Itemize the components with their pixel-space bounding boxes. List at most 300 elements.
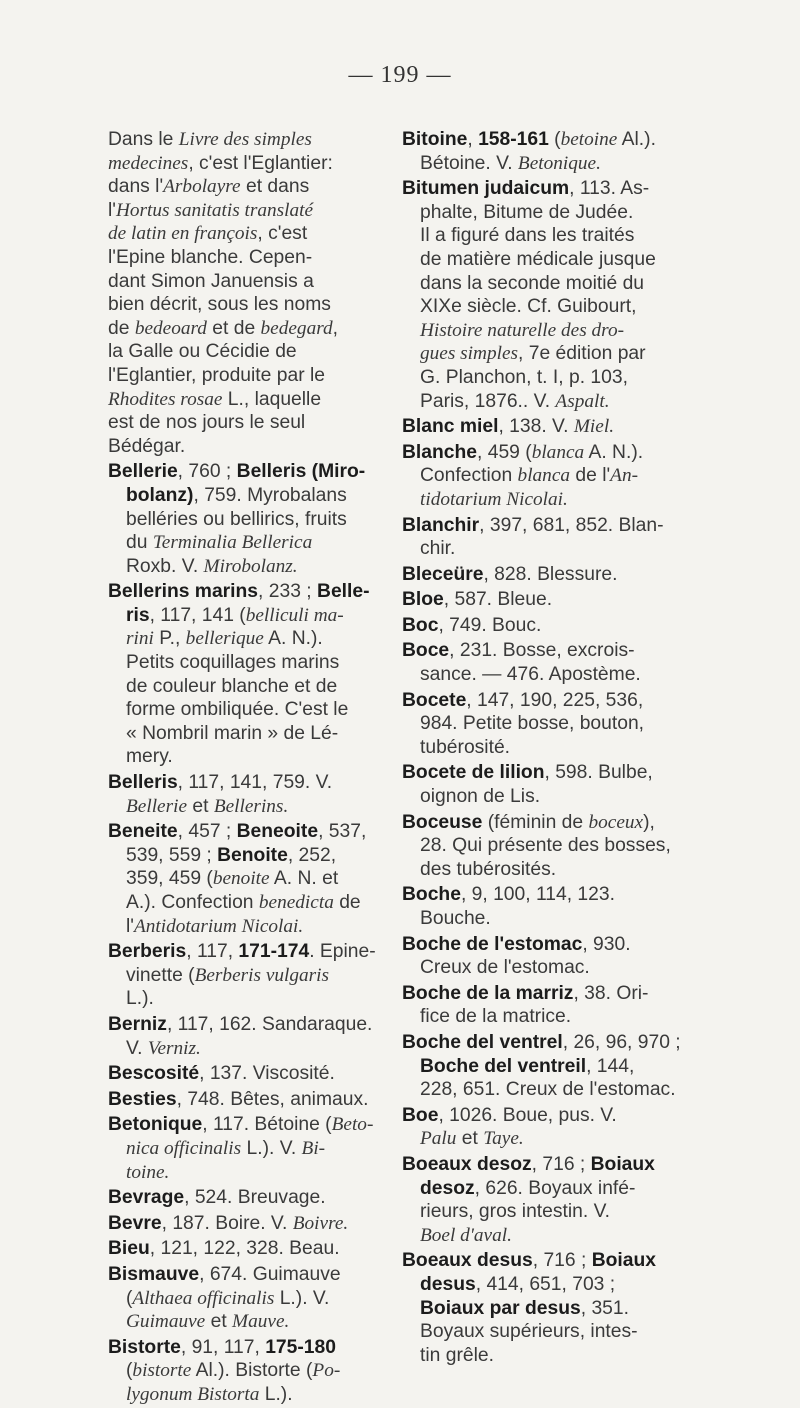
headword: Belleris (Miro- [236,461,366,483]
headword: Blanc miel [402,416,499,438]
headword: Boche del ventreil [420,1055,587,1077]
entry-text: Roxb. V. [126,555,204,577]
entry-line [402,689,702,713]
headword: Bocete de lilion [402,762,545,784]
entry-text: , 749. Bouc. [438,614,542,636]
entry-line [108,604,398,628]
entry-text: L.). V. [241,1137,302,1159]
entry-line [108,771,398,795]
entry-text: , 587. Bleue. [443,589,553,611]
italic-text: Arbolayre [163,176,241,198]
entry-text: , 137. Viscosité. [199,1063,335,1085]
headword: Bloe [402,589,444,611]
entry-text: , 7e édition par [518,343,646,365]
entry-text: Creux de l'estomac. [420,957,590,979]
entry-line [402,883,702,907]
headword: Boche del ventrel [402,1031,563,1053]
entry-line [402,956,702,980]
headword: Bocete [402,689,467,711]
entry-text: , 457 ; [177,821,237,843]
entry-text: , 38. Ori- [573,982,649,1004]
headword: 171-174 [238,941,310,963]
entry-line [402,201,702,225]
italic-text: Beto- [331,1114,374,1136]
italic-text: Rhodites rosae [108,388,223,410]
entry-line [108,745,398,769]
headword: Boche de l'estomac [402,933,583,955]
italic-text: Bi- [301,1137,326,1159]
entry-line [108,199,398,223]
entry-line [402,639,702,663]
headword: bolanz) [126,484,194,506]
headword: Boce [402,640,450,662]
entry-text: XIXe siècle. Cf. Guibourt, [420,296,637,318]
italic-text: Betonique. [517,152,601,174]
entry-line [402,537,702,561]
entry-line [402,295,702,319]
entry-line [108,388,398,412]
entry-line [402,1153,702,1177]
dictionary-entry [108,820,398,938]
headword: Bistorte [108,1336,181,1358]
entry-text: , 674. Guimauve [199,1263,341,1285]
entry-text: , 828. Blessure. [483,563,618,585]
italic-text: toine. [126,1161,170,1183]
headword: Boeaux desoz [402,1153,532,1175]
entry-line [108,222,398,246]
headword: Belleris [108,772,178,794]
entry-line [402,1224,702,1248]
entry-line [108,1383,398,1407]
entry-line [108,698,398,722]
entry-text: , 231. Bosse, excrois- [449,640,635,662]
entry-line [108,1113,398,1137]
dictionary-entry [108,1062,398,1086]
entry-text: , 147, 190, 225, 536, [466,689,644,711]
entry-text: P., [153,628,186,650]
entry-text: A. N. et [269,868,339,890]
italic-text: Aspalt. [555,390,610,412]
entry-text: , 1026. Boue, pus. V. [438,1104,617,1126]
dictionary-entry [402,689,702,760]
dictionary-entry [402,811,702,882]
entry-line [108,964,398,988]
entry-text: , 414, 651, 703 ; [475,1273,616,1295]
dictionary-entry [108,1186,398,1210]
entry-line [108,531,398,555]
headword: Blanchir [402,514,480,536]
dictionary-entry [402,933,702,980]
entry-line [402,1005,702,1029]
page-number: — 199 — [348,62,452,88]
entry-line [108,940,398,964]
headword: Betonique [108,1114,203,1136]
entry-text: l'Epine blanche. Cepen- [108,246,313,268]
italic-text: Boel d'aval. [420,1224,512,1246]
entry-text: mery. [126,746,173,768]
italic-text: Mirobolanz. [203,555,298,577]
italic-text: Miel. [573,416,615,438]
entry-line [108,1088,398,1112]
dictionary-entry [402,1249,702,1367]
entry-text: , 113. As- [569,178,650,200]
entry-line [108,364,398,388]
dictionary-entry [108,1263,398,1334]
entry-text: A. N.). [263,628,323,650]
dictionary-entry [108,580,398,769]
entry-text: dans l' [108,176,164,198]
entry-line [108,152,398,176]
entry-line [108,867,398,891]
entry-line [402,441,702,465]
dictionary-entry [402,1153,702,1247]
entry-text: de [333,892,361,913]
entry-text: , 930. [582,933,631,955]
entry-text: , 117, 162. Sandaraque. [166,1013,373,1035]
italic-text: Histoire naturelle des dro- [420,319,625,341]
entry-line [108,1037,398,1061]
entry-line [402,248,702,272]
headword: Bismauve [108,1263,200,1285]
entry-text: , 524. Breuvage. [184,1187,326,1209]
headword: Boiaux [591,1250,656,1272]
headword: Boc [402,614,439,636]
entry-line [402,712,702,736]
entry-text: , 117, 141, 759. V. [177,772,333,794]
entry-line [402,1177,702,1201]
entry-text: , 351. [580,1297,629,1319]
entry-text: 539, 559 ; [126,844,218,866]
dictionary-entry [108,1013,398,1060]
dictionary-entry [402,588,702,612]
headword: Bleceüre [402,563,484,585]
entry-text: , [332,317,338,339]
entry-line [108,1161,398,1185]
italic-text: Mauve. [232,1311,290,1333]
italic-text: rini [126,628,154,650]
headword: Boche de la marriz [402,982,574,1004]
dictionary-entry [108,1212,398,1236]
headword: Bevre [108,1212,162,1234]
italic-text: Hortus sanitatis translaté [115,199,314,221]
dictionary-entry [108,771,398,818]
entry-line [402,1104,702,1128]
entry-line [402,390,702,414]
headword: Bitumen judaicum [402,178,570,200]
entry-text: et de [206,317,261,339]
entry-text: l'Eglantier, produite par le [108,364,325,386]
entry-text: , 233 ; [258,581,318,603]
right-column [402,128,702,1369]
dictionary-entry [402,128,702,175]
italic-text: de latin en françois [108,223,258,245]
headword: Berniz [108,1013,167,1035]
entry-line [108,627,398,651]
headword: Bellerie [108,461,178,483]
entry-line [402,514,702,538]
entry-text: G. Planchon, t. I, p. 103, [420,366,628,388]
left-column [108,128,398,1408]
italic-text: benedicta [258,892,334,913]
entry-line [108,460,398,484]
dictionary-entry [402,1031,702,1102]
headword: Boeaux desus [402,1250,533,1272]
entry-line [108,435,398,459]
entry-text: , 9, 100, 114, 123. [460,884,615,906]
italic-text: bellerique [185,628,264,650]
entry-line [402,272,702,296]
entry-line [108,1237,398,1261]
entry-text: , 144, [586,1055,635,1077]
italic-text: Taye. [483,1128,524,1150]
headword: ris [126,604,150,626]
entry-text: , 598. Bulbe, [544,762,653,784]
entry-line [402,128,702,152]
entry-text: Petits coquillages marins [126,652,340,674]
headword: Bieu [108,1238,150,1260]
italic-text: betoine [560,129,618,150]
entry-line [402,663,702,687]
entry-text: belléries ou bellirics, fruits [126,508,347,530]
dictionary-entry [402,982,702,1029]
dictionary-entry [402,177,702,413]
dictionary-entry [402,563,702,587]
dictionary-entry [108,460,398,578]
italic-text: Boivre. [292,1212,349,1234]
entry-text: phalte, Bitume de Judée. [420,201,634,223]
entry-text: dans la seconde moitié du [420,272,645,294]
italic-text: Palu [420,1128,457,1150]
entry-line [108,508,398,532]
dictionary-entry [108,1113,398,1184]
entry-text: , 748. Bêtes, animaux. [176,1088,369,1110]
entry-line [402,1031,702,1055]
entry-line [402,1320,702,1344]
entry-line [108,891,398,915]
dictionary-entry [108,128,398,458]
italic-text: bedegard [260,317,333,339]
entry-text: ( [126,1360,133,1382]
entry-line [402,811,702,835]
entry-line [108,317,398,341]
entry-text: « Nombril marin » de Lé- [126,722,339,744]
entry-text: L., laquelle [222,388,322,410]
entry-line [108,1186,398,1210]
italic-text: Bellerins. [213,795,289,817]
italic-text: Guimauve [126,1311,206,1333]
dictionary-entry [108,1088,398,1112]
entry-text: Bédégar. [108,435,186,457]
entry-line [402,342,702,366]
entry-text: 984. Petite bosse, bouton, [420,713,645,735]
entry-text: , 759. Myrobalans [193,484,347,506]
italic-text: blanca [517,465,571,487]
headword: Besties [108,1088,177,1110]
entry-line [402,785,702,809]
italic-text: gues simples [420,343,519,365]
italic-text: tidotarium Nicolai. [420,488,568,510]
entry-text: chir. [420,538,456,560]
headword: Blanche [402,441,478,463]
entry-text: ( [548,129,561,150]
entry-text: , 117. Bétoine ( [202,1114,332,1136]
entry-line [108,844,398,868]
headword: Bevrage [108,1187,185,1209]
italic-text: blanca [531,441,585,463]
entry-line [402,563,702,587]
dictionary-entry [402,614,702,638]
entry-line [402,464,702,488]
entry-text: , 626. Boyaux infé- [474,1177,636,1199]
entry-line [108,795,398,819]
entry-text: , 26, 96, 970 ; [562,1031,681,1053]
entry-text: de [108,317,135,339]
dictionary-entry [108,1237,398,1261]
entry-text: bien décrit, sous les noms [108,294,331,316]
dictionary-entry [108,940,398,1011]
dictionary-entry [402,441,702,512]
dictionary-entry [402,761,702,808]
dictionary-entry [402,883,702,930]
entry-text: sance. — 476. Apostème. [420,664,641,686]
entry-text: et [205,1311,233,1333]
headword: 175-180 [265,1336,336,1358]
entry-text: , 716 ; [531,1153,591,1175]
italic-text: belliculi ma- [245,604,344,626]
headword: 158-161 [478,129,549,150]
entry-line [402,1273,702,1297]
entry-line [402,858,702,882]
italic-text: Bellerie [126,795,188,817]
italic-text: bedeoard [134,317,207,339]
entry-line [108,175,398,199]
entry-text: , 537, [318,821,367,843]
entry-line [108,340,398,364]
headword: Beneoite [236,821,319,843]
entry-text: du [126,532,153,554]
dictionary-entry [402,415,702,439]
entry-line [402,1200,702,1224]
entry-line [108,1212,398,1236]
entry-line [108,651,398,675]
entry-line [402,1344,702,1368]
entry-text: de couleur blanche et de [126,675,338,697]
headword: Beneite [108,821,178,843]
entry-text: Al.). [617,129,656,150]
entry-text: dant Simon Januensis a [108,270,314,292]
entry-line [108,293,398,317]
headword: Boiaux par desus [420,1297,581,1319]
entry-text: des tubérosités. [420,858,557,880]
italic-text: Verniz. [147,1037,201,1059]
entry-text: , c'est [257,223,308,245]
italic-text: medecines [108,152,189,174]
entry-text: de matière médicale jusque [420,248,656,270]
entry-line [402,366,702,390]
entry-text: ), [643,811,655,833]
entry-line [108,1263,398,1287]
headword: desus [420,1273,476,1295]
entry-text: , [467,129,479,150]
dictionary-entry [402,1104,702,1151]
entry-line [402,1055,702,1079]
entry-text: Bouche. [420,908,491,929]
entry-text: est de nos jours le seul [108,412,306,434]
dictionary-entry [108,1336,398,1407]
headword: Belle- [317,581,370,603]
entry-line [402,319,702,343]
entry-line [108,1062,398,1086]
italic-text: Po- [312,1360,341,1382]
italic-text: Terminalia Bellerica [152,532,313,554]
entry-line [402,761,702,785]
italic-text: boceux [588,811,644,833]
entry-text: , 716 ; [532,1250,592,1272]
entry-line [402,1127,702,1151]
entry-text: ( [126,1287,133,1309]
entry-text: forme ombiliquée. C'est le [126,699,349,721]
entry-line [402,1297,702,1321]
entry-text: , c'est l'Eglantier: [188,152,333,174]
entry-text: la Galle ou Cécidie de [108,341,297,363]
entry-text: 228, 651. Creux de l'estomac. [420,1079,676,1101]
entry-line [108,915,398,939]
italic-text: Althaea officinalis [132,1287,275,1309]
entry-line [108,270,398,294]
entry-line [108,1013,398,1037]
entry-text: Bétoine. V. [420,152,518,174]
entry-text: Paris, 1876.. V. [420,390,556,412]
entry-line [402,736,702,760]
entry-line [402,982,702,1006]
entry-line [402,614,702,638]
entry-line [108,1336,398,1360]
headword: Boceuse [402,811,483,833]
entry-text: V. [126,1037,148,1059]
entry-text: L.). V. [274,1287,330,1309]
entry-line [402,834,702,858]
entry-text: tubérosité. [420,736,511,758]
entry-line [108,987,398,1011]
entry-line [402,933,702,957]
entry-text: l' [108,199,116,221]
headword: Boe [402,1104,439,1126]
italic-text: nica officinalis [126,1137,242,1159]
italic-text: benoite [212,868,270,890]
entry-line [402,1249,702,1273]
headword: Benoite [217,844,288,866]
italic-text: lygonum Bistorta [126,1383,260,1405]
entry-text: , 138. V. [498,416,574,438]
entry-text: Il a figuré dans les traités [420,225,635,247]
entry-line [108,1359,398,1383]
entry-text: L.). [126,988,154,1010]
entry-text: l' [126,915,134,937]
entry-line [108,1137,398,1161]
entry-text: , 252, [287,844,337,866]
entry-text: fice de la matrice. [420,1006,572,1028]
entry-text: et dans [240,176,310,198]
entry-text: , 397, 681, 852. Blan- [479,514,664,536]
entry-text: rieurs, gros intestin. V. [420,1201,611,1223]
entry-line [108,1310,398,1334]
entry-text: , 459 ( [477,441,532,463]
entry-line [108,411,398,435]
entry-text: 359, 459 ( [126,868,213,890]
entry-line [402,1078,702,1102]
entry-line [402,177,702,201]
entry-text: oignon de Lis. [420,786,541,808]
